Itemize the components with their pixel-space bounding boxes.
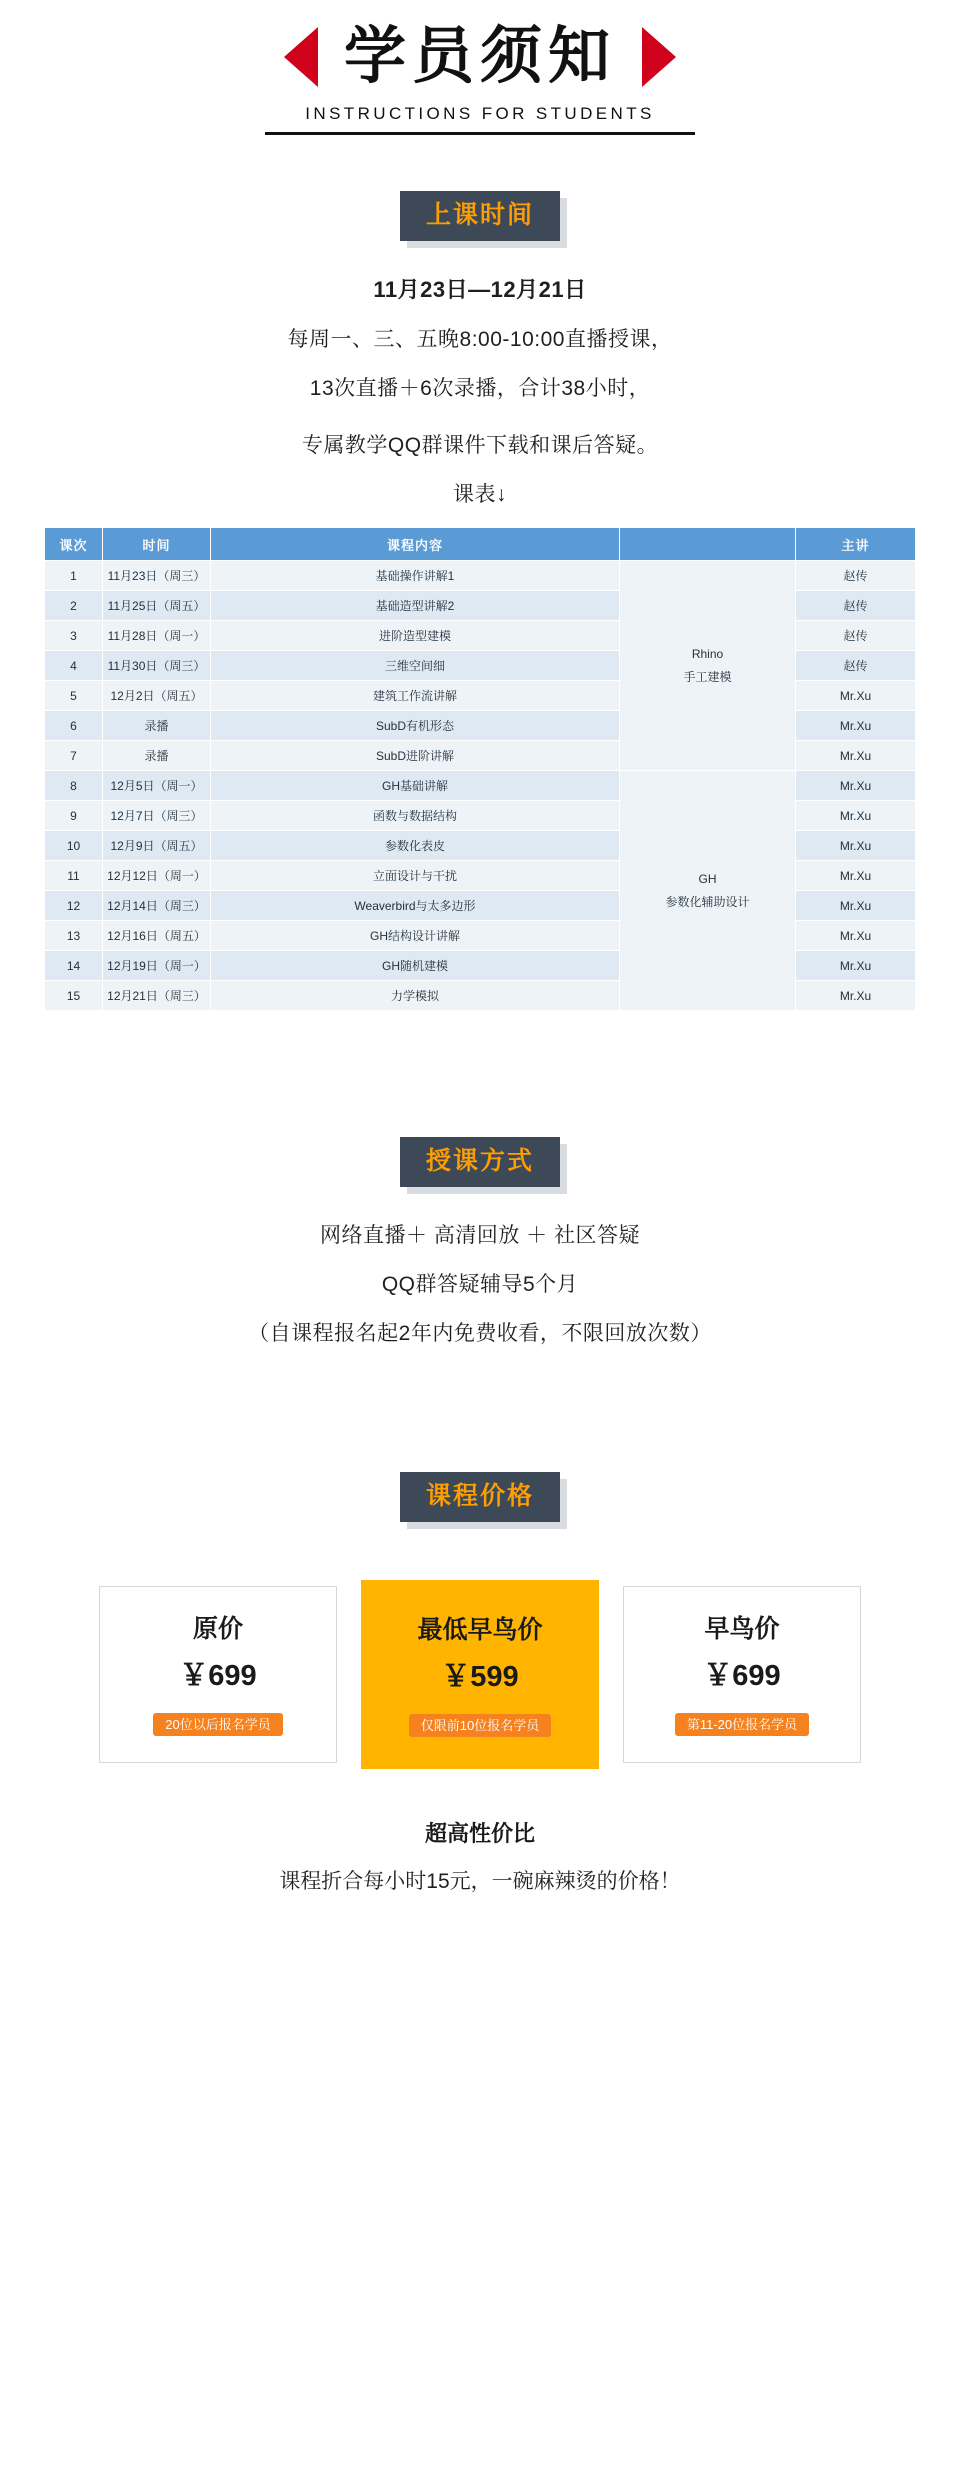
price-card-value: ￥599	[441, 1661, 519, 1693]
cell-no: 9	[45, 801, 103, 831]
schedule-table	[44, 527, 916, 1011]
price-card-tag: 20位以后报名学员	[153, 1713, 282, 1736]
method-text-block	[0, 1225, 960, 1344]
price-card-value: ￥699	[179, 1660, 257, 1692]
cell-content: 函数与数据结构	[211, 801, 620, 831]
schedule-hint: 课表↓	[453, 483, 507, 506]
price-card-value: ￥699	[703, 1660, 781, 1692]
cell-content: SubD有机形态	[211, 711, 620, 741]
cell-teacher: 赵传	[796, 591, 916, 621]
method-line-3: （自课程报名起2年内免费收看，不限回放次数）	[248, 1322, 712, 1345]
cell-no: 5	[45, 681, 103, 711]
banner-label-method: 授课方式	[400, 1137, 560, 1187]
th-date: 时间	[103, 528, 211, 561]
cell-teacher: Mr.Xu	[796, 921, 916, 951]
cell-content: 参数化表皮	[211, 831, 620, 861]
cell-teacher: Mr.Xu	[796, 741, 916, 771]
banner-label-time: 上课时间	[400, 191, 560, 241]
cell-date: 12月21日（周三）	[103, 981, 211, 1011]
cell-teacher: Mr.Xu	[796, 891, 916, 921]
cell-date: 12月5日（周一）	[103, 771, 211, 801]
table-header-row	[45, 528, 916, 561]
page-header	[0, 0, 960, 135]
cell-teacher: 赵传	[796, 561, 916, 591]
price-card[interactable]	[361, 1580, 599, 1769]
page-subtitle: INSTRUCTIONS FOR STUDENTS	[305, 104, 655, 123]
cell-date: 11月28日（周一）	[103, 621, 211, 651]
cell-group: Rhino 手工建模	[620, 561, 796, 771]
price-card-name: 原价	[192, 1615, 243, 1643]
title-row	[0, 22, 960, 91]
price-card-tag: 第11-20位报名学员	[675, 1713, 809, 1736]
banner-label-price: 课程价格	[400, 1472, 560, 1522]
cell-no: 7	[45, 741, 103, 771]
cell-content: 三维空间细	[211, 651, 620, 681]
course-weekly-time: 每周一、三、五晚8:00-10:00直播授课，	[287, 328, 673, 351]
cell-no: 11	[45, 861, 103, 891]
price-card[interactable]	[623, 1586, 861, 1763]
course-qq-support: 专属教学QQ群课件下载和课后答疑。	[301, 434, 659, 457]
cell-date: 12月16日（周五）	[103, 921, 211, 951]
cell-teacher: Mr.Xu	[796, 981, 916, 1011]
cell-date: 12月2日（周五）	[103, 681, 211, 711]
triangle-right-icon	[642, 27, 676, 87]
th-no: 课次	[45, 528, 103, 561]
subtitle-underline	[265, 104, 695, 135]
cell-no: 8	[45, 771, 103, 801]
course-session-count: 13次直播＋6次录播，合计38小时，	[309, 377, 651, 400]
cell-teacher: Mr.Xu	[796, 711, 916, 741]
cell-date: 11月30日（周三）	[103, 651, 211, 681]
footer-text: 课程折合每小时15元，一碗麻辣烫的价格！	[279, 1870, 681, 1893]
method-line-2: QQ群答疑辅导5个月	[381, 1273, 579, 1296]
spacer-after-method	[0, 1372, 960, 1416]
cell-no: 12	[45, 891, 103, 921]
price-card-tag: 仅限前10位报名学员	[409, 1714, 551, 1737]
schedule-table-wrap	[44, 527, 916, 1011]
cell-content: 立面设计与干扰	[211, 861, 620, 891]
cell-teacher: Mr.Xu	[796, 951, 916, 981]
cell-content: 基础造型讲解2	[211, 591, 620, 621]
triangle-left-icon	[284, 27, 318, 87]
cell-no: 1	[45, 561, 103, 591]
price-card[interactable]	[99, 1586, 337, 1763]
cell-content: GH结构设计讲解	[211, 921, 620, 951]
cell-date: 12月7日（周三）	[103, 801, 211, 831]
page-title: 学员须知	[343, 22, 616, 91]
cell-content: 基础操作讲解1	[211, 561, 620, 591]
cell-teacher: Mr.Xu	[796, 861, 916, 891]
cell-no: 10	[45, 831, 103, 861]
spacer-after-table	[0, 1011, 960, 1081]
price-card-name: 最低早鸟价	[417, 1616, 543, 1644]
section-banner-method	[0, 1137, 960, 1187]
section-banner-price	[0, 1472, 960, 1522]
th-group	[620, 528, 796, 561]
cell-content: 力学模拟	[211, 981, 620, 1011]
cell-group: GH 参数化辅助设计	[620, 771, 796, 1011]
cell-teacher: Mr.Xu	[796, 771, 916, 801]
footer-title: 超高性价比	[424, 1821, 535, 1846]
pricing-footer	[0, 1823, 960, 1938]
cell-teacher: Mr.Xu	[796, 681, 916, 711]
cell-no: 4	[45, 651, 103, 681]
cell-date: 12月14日（周三）	[103, 891, 211, 921]
course-date-range: 11月23日—12月21日	[373, 277, 587, 302]
cell-content: GH基础讲解	[211, 771, 620, 801]
cell-date: 12月12日（周一）	[103, 861, 211, 891]
cell-no: 14	[45, 951, 103, 981]
cell-content: GH随机建模	[211, 951, 620, 981]
table-row	[45, 771, 916, 801]
cell-content: 建筑工作流讲解	[211, 681, 620, 711]
cell-no: 15	[45, 981, 103, 1011]
cell-date: 11月25日（周五）	[103, 591, 211, 621]
price-card-name: 早鸟价	[704, 1615, 780, 1643]
section-banner-time	[0, 191, 960, 241]
cell-date: 录播	[103, 741, 211, 771]
time-text-block	[0, 279, 960, 505]
method-line-1: 网络直播＋ 高清回放 ＋ 社区答疑	[319, 1224, 640, 1247]
cell-no: 2	[45, 591, 103, 621]
cell-content: 进阶造型建模	[211, 621, 620, 651]
cell-teacher: 赵传	[796, 651, 916, 681]
cell-teacher: 赵传	[796, 621, 916, 651]
cell-no: 6	[45, 711, 103, 741]
cell-teacher: Mr.Xu	[796, 801, 916, 831]
cell-date: 录播	[103, 711, 211, 741]
cell-content: Weaverbird与太多边形	[211, 891, 620, 921]
pricing-row	[0, 1580, 960, 1769]
cell-content: SubD进阶讲解	[211, 741, 620, 771]
cell-date: 12月19日（周一）	[103, 951, 211, 981]
th-content: 课程内容	[211, 528, 620, 561]
cell-teacher: Mr.Xu	[796, 831, 916, 861]
cell-no: 13	[45, 921, 103, 951]
cell-no: 3	[45, 621, 103, 651]
cell-date: 11月23日（周三）	[103, 561, 211, 591]
cell-date: 12月9日（周五）	[103, 831, 211, 861]
th-teacher: 主讲	[796, 528, 916, 561]
table-row	[45, 561, 916, 591]
